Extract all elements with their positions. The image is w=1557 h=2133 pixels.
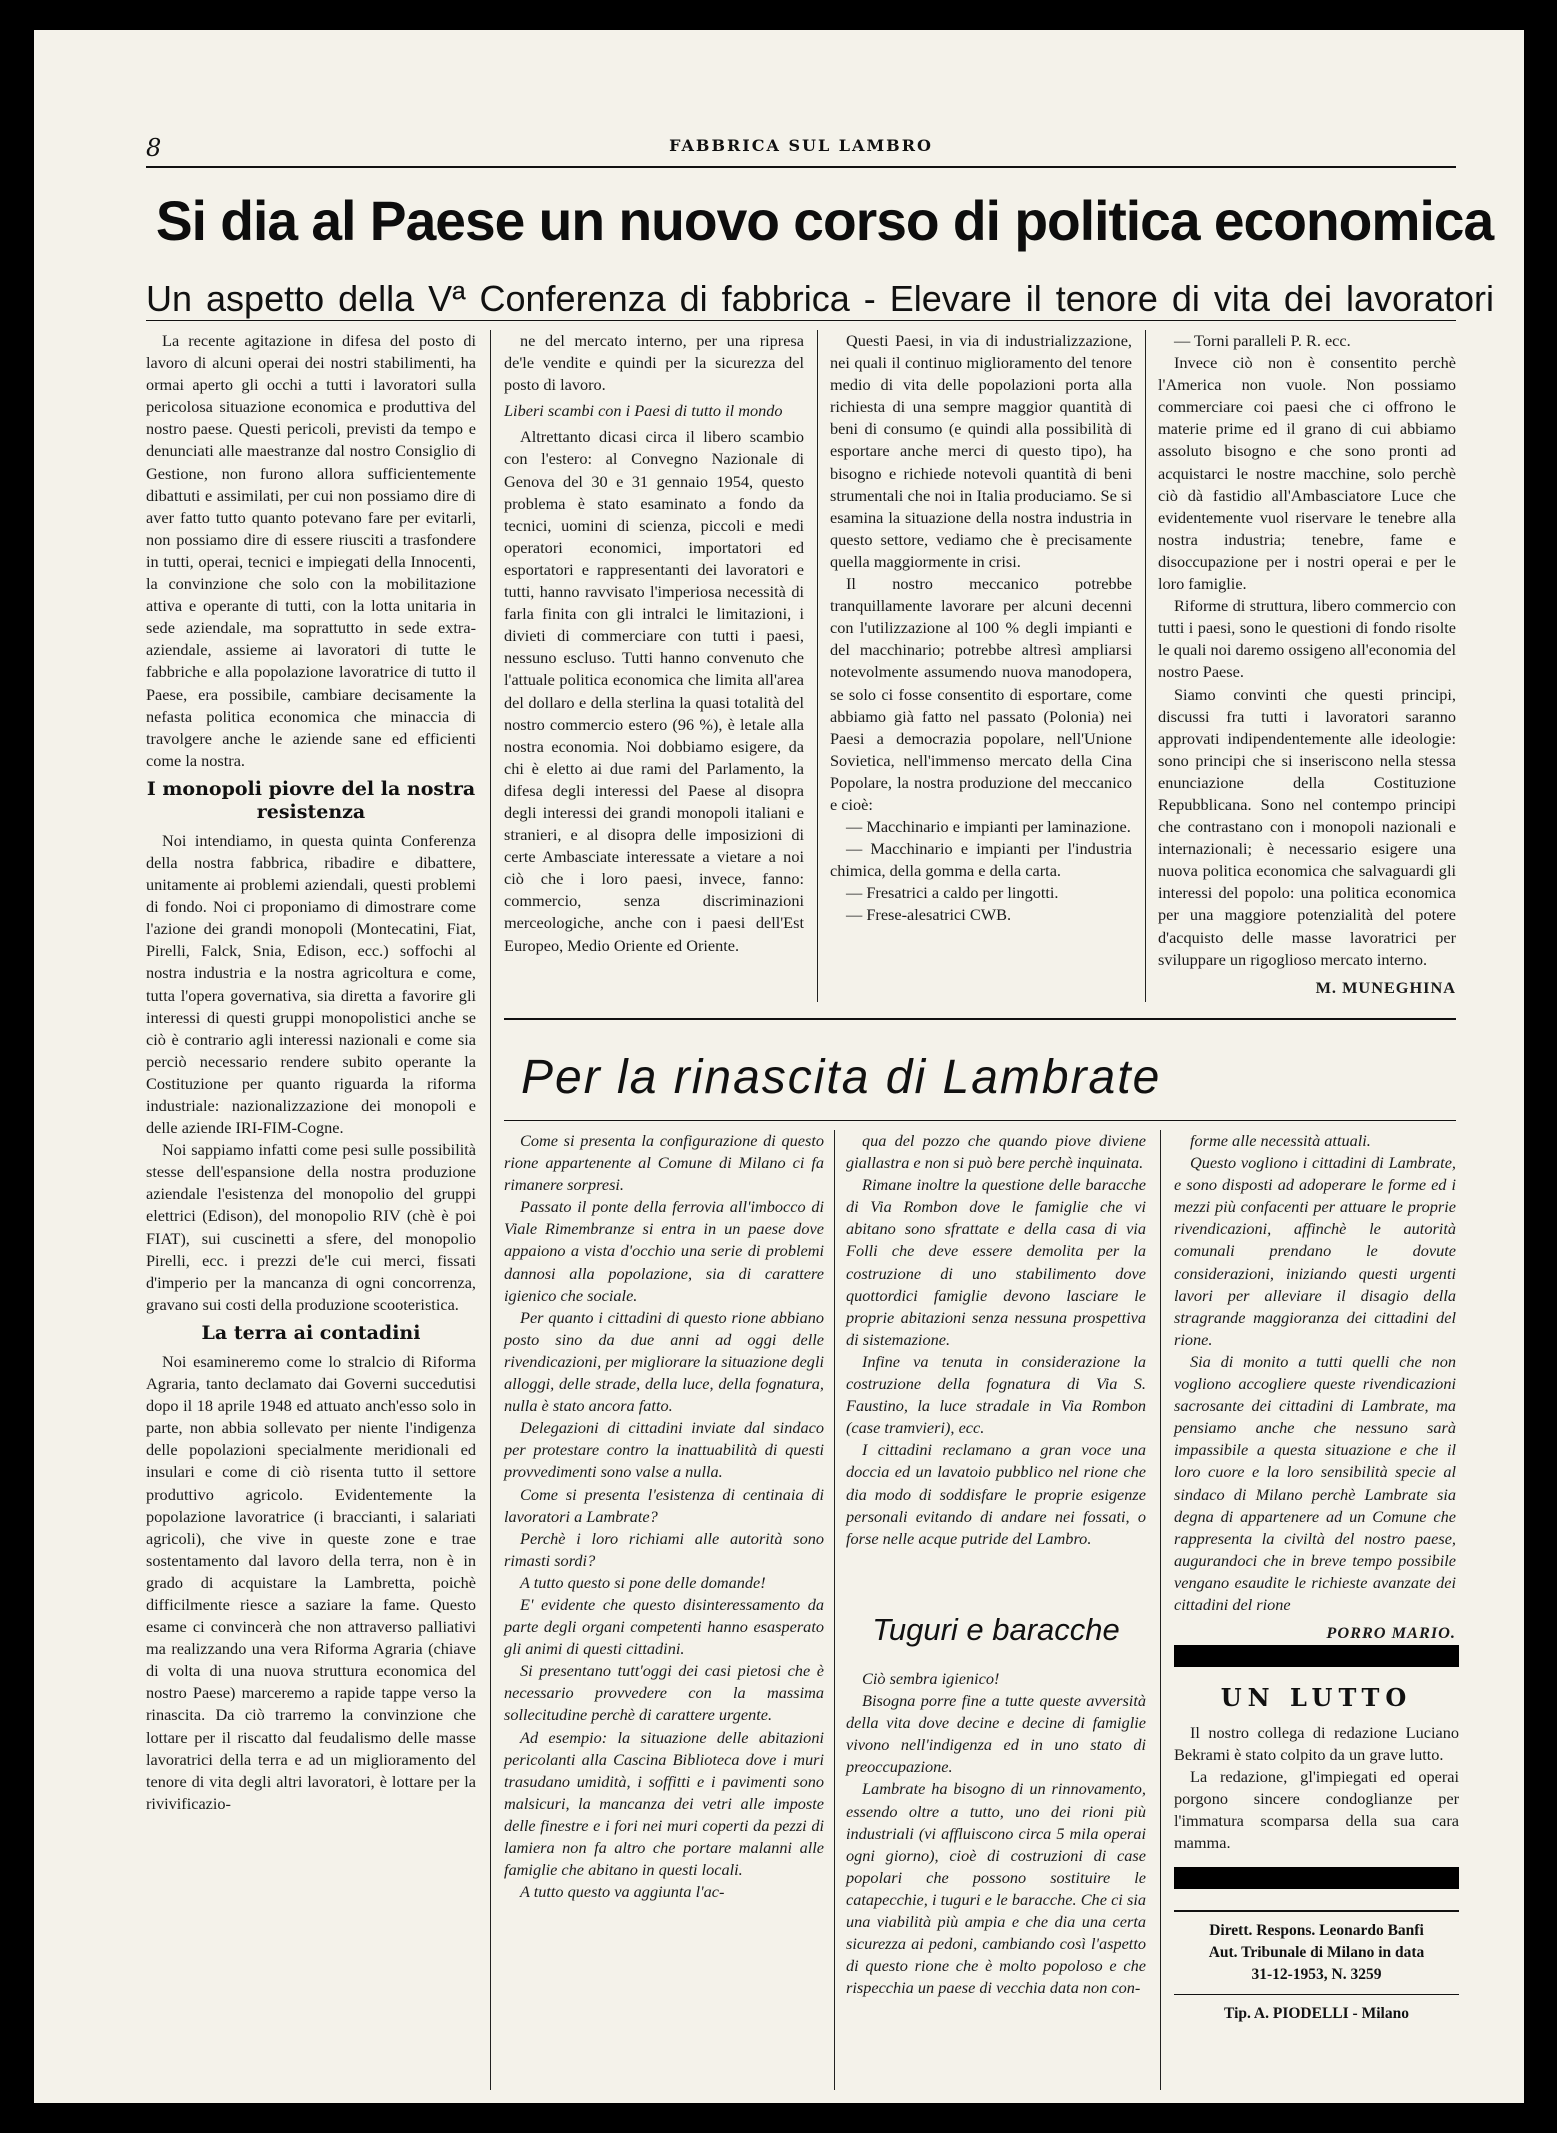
article-subheadline: Un aspetto della Vª Conferenza di fabbrica - Elevare il tenore di vita dei lavoratori (146, 278, 1495, 319)
article-column-1 (146, 330, 476, 2090)
article-headline-lambrate: Per la rinascita di Lambrate (521, 1051, 1162, 1104)
subheadline-rule (146, 320, 1456, 321)
list-item: — Macchinario e impianti per laminazione. (846, 817, 1131, 837)
paragraph: Infine va tenuta in considerazione la costruzione della fognatura di Via S. Faustino, la luce stradale in Via Rombon (case tramvieri), ecc. (846, 1351, 1146, 1438)
paragraph: Altrettanto dicasi circa il libero scambio con l'estero: al Convegno Nazionale di Genova del 30 e 31 gennaio 1954, questo problema è stato esaminato a fondo da tecnici, uomini di scienza, piccoli e medi operatori economici, importatori ed esportatori e rappresentanti dei lavoratori e tutti, hanno ravvisato l'imperiosa necessità di farla finita con gli intralci le limitazioni, i divieti di commerciare con tutti i paesi, nessuno escluso. Tutti hanno convenuto che l'attuale politica economica che limita all'area del dollaro e della sterlina la quasi totalità del nostro commercio estero (96 %), è letale alla nostra economia. Noi dobbiamo esigere, da chi è eletto ai due rami del Parlamento, la difesa degli interessi del Paese al disopra degli interessi dei grandi monopoli italiani e stranieri, e al disopra delle imposizioni di certe Ambasciate interessate a vietare a noi ciò che i loro paesi, invece, fanno: commercio, senza discriminazioni merceologiche, anche con i paesi dell'Est Europeo, Medio Oriente ed Oriente. (504, 427, 804, 955)
paragraph: Passato il ponte della ferrovia all'imbocco di Viale Rimembranze si entra in un paese dove appaiono a vista d'occhio una serie di problemi dannosi alla popolazione, sia di carattere igienico che sociale. (504, 1197, 824, 1305)
paragraph: Ad esempio: la situazione delle abitazioni pericolanti alla Cascina Biblioteca dove i muri trasudano umidità, i soffitti e i pavimenti sono malsicuri, la mancanza dei vetri alle imposte delle finestre e i fori nei muri coperti da pezzi di lamiera non fa altro che portare malanni alle famiglie che abitano in questi locali. (504, 1727, 824, 1880)
paragraph: Lambrate ha bisogno di un rinnovamento, essendo oltre a tutto, uno dei rioni più industriali (vi affluiscono circa 5 mila operai ogni giorno), cioè di costruzioni di case popolari che possono sostituire le catapecchie, i tuguri e le baracche. Che ci sia una viabilità più ampia e che dia una certa sicurezza ai pedoni, cambiando così l'aspetto di questo rione che è molto popoloso e che rispecchia un paese di vecchia data non con- (846, 1779, 1146, 1998)
notice-text (1174, 1722, 1459, 1855)
paragraph: ne del mercato interno, per una ripresa de'le vendite e quindi per la sicurezza del posto di lavoro. (504, 331, 804, 395)
page-number: 8 (146, 134, 162, 162)
obituary-notice (1174, 1645, 1459, 1889)
author-signature: PORRO MARIO. (1326, 1623, 1456, 1643)
credits-rule (1174, 1910, 1459, 1912)
paragraph: Come si presenta la configurazione di questo rione appartenente al Comune di Milano ci fa rimanere sorpresi. (504, 1131, 824, 1195)
article-headline: Si dia al Paese un nuovo corso di politica economica (155, 189, 1494, 252)
headline-rule (504, 1120, 1456, 1121)
credits-rule (1174, 1994, 1459, 1995)
section-heading: La terra ai contadini (201, 1321, 421, 1344)
newspaper-page (34, 30, 1524, 2103)
paragraph: Noi esamineremo come lo stralcio di Riforma Agraria, tanto declamato dai Governi succedutisi dopo il 18 aprile 1948 ed attuato anch'esso solo in parte, non abbia sollevato per niente l'indigenza delle popolazioni specialmente meridionali ed insulari e come di ciò risenta tutto il settore produttivo agricolo. Evidentemente la popolazione lavoratrice (i braccianti, i salariati agricoli), che vive in queste zone e trae sostentamento dal lavoro della terra, non è in grado di acquistare la Lambretta, poichè difficilmente riesce a saziare la fame. Questo esame ci convincerà che non attraverso palliativi ma realizzando una vera Riforma Agraria (chiave di volta di una nuova struttura economica del nostro Paese) marceremo a rapide tappe verso la rinascita. Da ciò trarremo la convinzione che lottare per il riscatto dal feudalismo delle masse lavoratrici della terra e ad un miglioramento del tenore di vita degli altri lavoratori, è lottare per la rivivificazio- (146, 1351, 476, 1813)
mourning-bar-top (1174, 1645, 1459, 1667)
paragraph: forme alle necessità attuali. (1190, 1131, 1371, 1150)
running-title: FABBRICA SUL LAMBRO (669, 136, 933, 155)
notice-title: UN LUTTO (1220, 1683, 1413, 1712)
paragraph: E' evidente che questo disinteressamento da parte degli organi competenti hanno esasperato gli animi di questi cittadini. (504, 1594, 824, 1659)
column-divider (834, 1130, 835, 2090)
column-divider (490, 330, 491, 2090)
list-item: — Macchinario e impianti per l'industria chimica, della gomma e della carta. (830, 839, 1132, 881)
paragraph: Delegazioni di cittadini inviate dal sindaco per protestare contro la inattuabilità di questi provvedimenti sono valse a nulla. (504, 1418, 824, 1482)
article2-column-2 (846, 1130, 1146, 1600)
paragraph: Siamo convinti che questi principi, discussi fra tutti i lavoratori saranno approvati indipendentemente alle ideologie: sono principi che si inseriscono nella stessa enunciazione della Costituzione Repubblicana. Sono nel contempo principi che contrastano con i monopoli nazionali e internazionali; è necessario esigere una nuova politica economica che salvaguardi gli interessi del popolo: una politica economica per una maggiore potenzialità del potere d'acquisto delle masse lavoratrici per sviluppare un rigoglioso mercato interno. (1158, 684, 1456, 969)
paragraph: Il nostro meccanico potrebbe tranquillamente lavorare per alcuni decenni con l'utilizzazione al 100 % degli impianti e del macchinario; potrebbe altresì ampliarsi notevolmente assumendo nuova manodopera, se solo ci fosse consentito di esportare, come abbiamo già fatto nel passato (Polonia) nei Paesi a democrazia popolare, nell'Unione Sovietica, nell'immenso mercato della Cina Popolare, la nostra produzione del meccanico e cioè: (830, 574, 1132, 814)
mourning-bar-bottom (1174, 1867, 1459, 1889)
paragraph: Il nostro collega di redazione Luciano Bekrami è stato colpito da un grave lutto. (1174, 1723, 1459, 1765)
paragraph: Ciò sembra igienico! (862, 1669, 1000, 1688)
paragraph: La recente agitazione in difesa del posto di lavoro di alcuni operai dei nostri stabilimenti, ha ormai aperto gli occhi a tutti i lavoratori sulla pericolosa situazione economica e produttiva del nostro paese. Questi pericoli, previsti da tempo e denunciati alle maestranze dal nostro Consiglio di Gestione, non furono allora sufficientemente dibattuti e assimilati, per cui non possiamo dire di aver fatto tutto quanto potevano fare per evitarli, non possiamo dire di essere riusciti a trasfondere in tutti, operai, tecnici e impiegati della Innocenti, la convinzione che solo con la mobilitazione attiva e operante di tutti, con la lotta unitaria in sede aziendale, ma soprattutto in sede extra-aziendale, assieme ai lavoratori di tutte le fabbriche e alla popolazione lavoratrice di tutto il Paese, era possibile, cambiare decisamente la nefasta politica economica che minaccia di travolgere anche le aziende sane ed efficienti come la nostra. (146, 331, 476, 770)
paragraph: Bisogna porre fine a tutte queste avversità della vita dove decine e decine di famiglie vivono nell'indigenza ed in uno stato di preoccupazione. (846, 1691, 1146, 1777)
article-column-3 (830, 330, 1132, 1002)
list-item: — Fresatrici a caldo per lingotti. (846, 883, 1059, 903)
article-column-2 (504, 330, 804, 1002)
running-header (146, 126, 1456, 168)
paragraph: Riforme di struttura, libero commercio con tutti i paesi, sono le questioni di fondo risolte le quali noi daremo ossigeno all'economia del nostro Paese. (1158, 596, 1456, 682)
section-rule (504, 1018, 1456, 1020)
section-heading: I monopoli piovre del la nostra resistenza (146, 777, 476, 823)
paragraph: Si presentano tutt'oggi dei casi pietosi che è necessario provvedere con la massima sollecitudine perchè di carattere urgente. (504, 1661, 824, 1725)
paragraph: Rimane inoltre la questione delle baracche di Via Rombon dove le famiglie che vi abitano sono sfrattate e della casa di via Folli che deve essere demolita per la costruzione di uno stabilimento dove quottordici famiglie devono lasciare le proprie abitazioni senza nessuna prospettiva di sistemazione. (846, 1175, 1146, 1349)
publication-credits (1174, 1910, 1459, 2025)
column-divider (1160, 1130, 1161, 2090)
paragraph: A tutto questo si pone delle domande! (520, 1572, 766, 1592)
paragraph: Invece ciò non è consentito perchè l'America non vuole. Non possiamo commerciare coi paesi che ci offrono le materie prime ed il grano di cui abbiamo assoluto bisogno e che sono pronti ad acquistarci le nostre macchine, solo perchè ciò dà fastidio all'Ambasciatore Luce che evidentemente vuol riservare le tenebre alla nostra industria; tenebre, fame e disoccupazione per i nostri operai e per le loro famiglie. (1158, 353, 1456, 594)
article2-column-2b (846, 1668, 1146, 2090)
paragraph: Noi sappiamo infatti come pesi sulle possibilità stesse dell'espansione della nostra produzione aziendale l'esistenza del monopolio del gruppi elettrici (Edison), del monopolio RIV (chè è poi FIAT), sui cuscinetti a sfere, del monopolio Pirelli, ecc. i prezzi de'le cui merci, fissati d'imperio per la mancanza di ogni concorrenza, gravano sui costi della produzione scooteristica. (146, 1140, 476, 1314)
credits-line: Aut. Tribunale di Milano in data (1208, 1944, 1425, 1961)
credits-line: Tip. A. PIODELLI - Milano (1224, 2005, 1409, 2022)
paragraph: Questi Paesi, in via di industrializzazione, nei quali il continuo miglioramento del tenore medio di vita delle popolazioni porta alla richiesta di una sempre maggior quantità di beni di consumo (e quindi alla possibilità di esportare anche merci di questo tipo), ha bisogno e richiede notevoli quantità di beni strumentali che noi in Italia produciamo. Se si esamina la situazione della nostra industria in questo settore, vediamo che è precisamente quella maggiormente in crisi. (830, 331, 1132, 571)
article2-column-3 (1174, 1130, 1456, 1643)
section-subheading: Liberi scambi con i Paesi di tutto il mondo (504, 401, 783, 421)
list-item: — Frese-alesatrici CWB. (846, 905, 1012, 925)
article2-column-1 (504, 1130, 824, 2090)
paragraph: qua del pozzo che quando piove diviene giallastra e non si può bere perchè inquinata. (846, 1131, 1146, 1173)
paragraph: I cittadini reclamano a gran voce una doccia ed un lavatoio pubblico nel rione che dia modo di soddisfare le proprie esigenze personali evitando di andare nei fossati, o forse nelle acque putride del Lambro. (846, 1440, 1146, 1548)
paragraph: Sia di monito a tutti quelli che non vogliono accogliere queste rivendicazioni sacrosante dei cittadini di Lambrate, ma pensiamo anche che nessuno sarà impassibile a questa situazione e che il loro cuore e la loro sensibilità specie al sindaco di Milano perchè Lambrate sia degna di appartenere ad un Comune che rappresenta la civiltà del nostro paese, augurandoci che in breve tempo possibile vengano esaudite le richieste avanzate dei cittadini del rione (1174, 1351, 1456, 1614)
author-signature: M. MUNEGHINA (1315, 977, 1456, 997)
paragraph: Perchè i loro richiami alle autorità sono rimasti sordi? (504, 1528, 824, 1570)
credits-line: Dirett. Respons. Leonardo Banfi (1209, 1922, 1424, 1939)
column-divider (1145, 330, 1146, 1002)
credits-line: 31-12-1953, N. 3259 (1251, 1966, 1382, 1983)
article-column-4 (1158, 330, 1456, 1002)
paragraph: Come si presenta l'esistenza di centinaia di lavoratori a Lambrate? (504, 1484, 824, 1526)
column-divider (817, 330, 818, 1002)
paragraph: La redazione, gl'impiegati ed operai porgono sincere condoglianze per l'immatura scomparsa della sua cara mamma. (1174, 1767, 1459, 1853)
list-item: — Torni paralleli P. R. ecc. (1174, 331, 1351, 350)
paragraph: Noi intendiamo, in questa quinta Conferenza della nostra fabbrica, ribadire e dibattere, unitamente ai problemi aziendali, questi problemi di fondo. Noi ci proponiamo di dimostrare come l'azione dei grandi monopoli (Montecatini, Fiat, Pirelli, Falck, Snia, Edison, ecc.) soffochi al nostra industria e la nostra agricoltura e come, tutta l'opera governativa, sia diretta a favorire gli interessi di questi gruppi monopolistici anche se ciò è contrario agli interessi nazionali e come sia perciò necessario rendere subito operante la Costituzione per quanto riguarda la riforma industriale: nazionalizzazione dei monopoli e delle aziende IRI-FIM-Cogne. (146, 830, 476, 1138)
paragraph: A tutto questo va aggiunta l'ac- (520, 1882, 725, 1902)
paragraph: Questo vogliono i cittadini di Lambrate, e sono disposti ad adoperare le forme ed i mezzi più confacenti per attuare le proprie rivendicazioni, affinchè le autorità comunali prendano le dovute considerazioni, iniziando questi urgenti lavori per alleviare il disagio della stragrande maggioranza dei cittadini del rione. (1174, 1153, 1456, 1349)
paragraph: Per quanto i cittadini di questo rione abbiano posto sino da due anni ad oggi delle rivendicazioni, per migliorare la situazione degli alloggi, delle strade, della luce, della fognatura, nulla è stato ancora fatto. (504, 1307, 824, 1416)
section-heading-tuguri: Tuguri e baracche (872, 1612, 1120, 1647)
